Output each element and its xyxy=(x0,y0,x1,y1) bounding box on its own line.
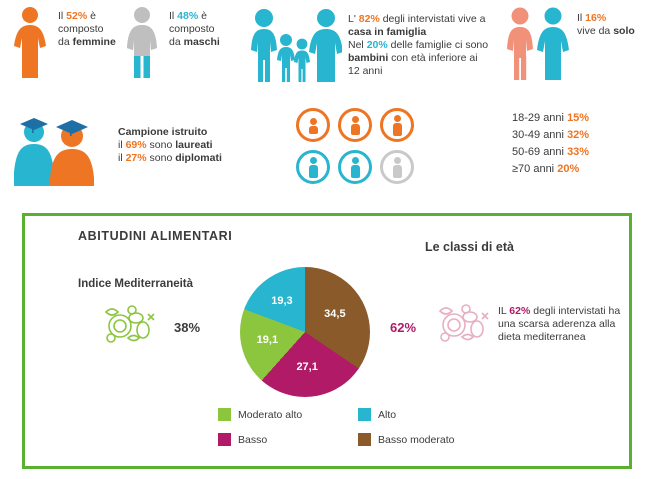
legend-item-2 xyxy=(218,433,358,446)
section-title: ABITUDINI ALIMENTARI xyxy=(78,229,233,243)
percent-62: 62% xyxy=(390,320,417,335)
male-highlight: maschi xyxy=(183,36,220,48)
alone-pct: 16% xyxy=(585,12,607,24)
family-stat-block xyxy=(250,2,490,84)
pie-chart-label: Indice Mediterraneità xyxy=(78,278,194,290)
demographics-band xyxy=(0,0,654,98)
graduates-icon xyxy=(8,110,108,186)
family-l3pct: 20% xyxy=(366,39,388,51)
pie-slices xyxy=(240,267,370,397)
legend-swatch-3 xyxy=(358,433,371,446)
food-plate-icon-green xyxy=(98,302,158,348)
legend-swatch-2 xyxy=(218,433,231,446)
family-l1b: degli intervistati vive a xyxy=(379,13,486,25)
family-group-icon xyxy=(250,2,342,84)
legend-item-3 xyxy=(358,433,454,446)
person-icon-cyan-2 xyxy=(338,150,372,184)
education-l2h: laureati xyxy=(175,139,213,151)
female-pct: 52% xyxy=(66,10,88,22)
legend-item-0 xyxy=(218,408,358,421)
family-l3b: delle famiglie ci sono xyxy=(387,39,489,51)
family-l1pct: 82% xyxy=(358,13,380,25)
rt-a: IL xyxy=(498,305,510,317)
legend-item-1 xyxy=(358,408,396,421)
low-adherence-text xyxy=(498,305,638,344)
female-mid: è composto xyxy=(58,10,104,35)
legend-label-0: Moderato alto xyxy=(238,408,303,421)
legend-label-3: Basso moderato xyxy=(378,433,455,446)
pie-label-0: 34,5 xyxy=(324,307,346,320)
couple-icon xyxy=(505,6,571,80)
age-row-3: ≥70 anni 20% xyxy=(512,163,580,175)
alone-stat-block xyxy=(505,6,650,80)
alone-highlight: solo xyxy=(613,25,635,37)
male-mid: è composto xyxy=(169,10,215,35)
female-stat-block xyxy=(10,6,140,78)
female-prefix: Il xyxy=(58,10,67,22)
legend-label-2: Basso xyxy=(238,433,268,446)
family-l5: 12 anni xyxy=(348,65,383,77)
rt-pct: 62% xyxy=(509,305,531,317)
adult-icon-orange xyxy=(338,108,372,142)
male-pct: 48% xyxy=(177,10,199,22)
male-line2: da xyxy=(169,36,184,48)
family-l2: casa in famiglia xyxy=(348,26,427,38)
pie-label-2: 19,1 xyxy=(256,333,279,346)
section-divider-bottom xyxy=(22,466,632,469)
legend-label-1: Alto xyxy=(378,408,397,421)
female-person-icon xyxy=(10,6,50,78)
education-stat-block xyxy=(8,110,222,186)
age-classes-title: Le classi di età xyxy=(425,240,514,254)
family-l1a: L' xyxy=(348,13,359,25)
age-row-1: 30-49 anni 32% xyxy=(512,129,590,141)
age-row-0: 18-29 anni 15% xyxy=(512,112,590,124)
adult-icon-orange-2 xyxy=(380,108,414,142)
age-icon-grid xyxy=(296,108,422,184)
family-l4: bambini xyxy=(348,52,389,64)
male-stat-block xyxy=(123,6,253,78)
rt-b: degli intervistati ha una scarsa aderenza alla dieta mediterranea xyxy=(498,305,621,343)
pie-legend xyxy=(218,408,548,458)
pie-label-1: 27,1 xyxy=(296,361,318,374)
male-prefix: Il xyxy=(169,10,178,22)
age-row-2: 50-69 anni 33% xyxy=(512,146,590,158)
education-l2pct: 69% xyxy=(125,139,147,151)
female-line2: da xyxy=(58,36,73,48)
education-l2a: il xyxy=(118,139,126,151)
alone-line2: vive da xyxy=(577,25,614,37)
age-classes-list xyxy=(512,110,589,178)
section-divider-top xyxy=(22,213,632,216)
male-person-icon xyxy=(123,6,161,78)
education-l3a: il xyxy=(118,152,126,164)
person-icon-grey xyxy=(380,150,414,184)
alone-prefix: Il xyxy=(577,12,586,24)
education-l3b: sono xyxy=(146,152,176,164)
education-l2b: sono xyxy=(146,139,176,151)
family-l3a: Nel xyxy=(348,39,367,51)
percent-38: 38% xyxy=(174,320,201,335)
family-l4b: con età inferiore ai xyxy=(388,52,478,64)
section-divider-left xyxy=(22,213,25,469)
education-title: Campione istruito xyxy=(118,126,208,138)
female-highlight: femmine xyxy=(72,36,116,48)
legend-swatch-1 xyxy=(358,408,371,421)
person-icon-cyan xyxy=(296,150,330,184)
education-l3h: diplomati xyxy=(175,152,222,164)
legend-swatch-0 xyxy=(218,408,231,421)
mediterraneity-pie-chart xyxy=(230,262,385,402)
child-icon-orange xyxy=(296,108,330,142)
pie-label-3: 19,3 xyxy=(271,295,293,308)
education-l3pct: 27% xyxy=(125,152,147,164)
food-plate-icon-pink xyxy=(432,300,492,348)
